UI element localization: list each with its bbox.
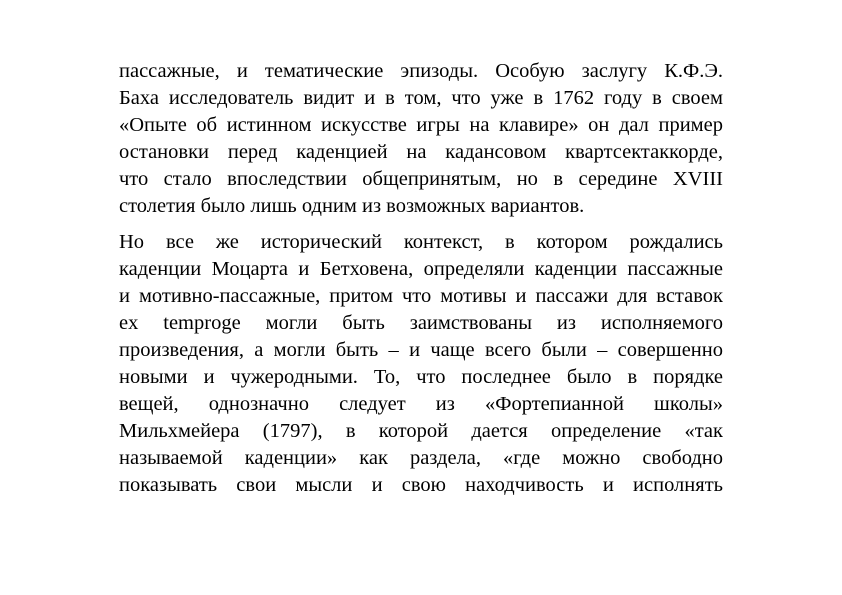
- text-line: столетия было лишь одним из возможных вариантов.: [119, 195, 585, 218]
- text-line: вещей, однозначно следует из «Фортепианной школы»: [119, 393, 723, 416]
- text-line: ex temproge могли быть заимствованы из исполняемого: [119, 311, 723, 334]
- text-line: «Опыте об истинном искусстве игры на клавире» он дал пример: [119, 114, 723, 137]
- text-line: произведения, а могли быть – и чаще всего были – совершенно: [119, 338, 723, 361]
- text-line: показывать свои мысли и свою находчивость и исполнять: [119, 474, 723, 497]
- text-line: остановки перед каденцией на кадансовом квартсектаккорде,: [119, 141, 723, 164]
- text-line: и мотивно-пассажные, притом что мотивы и пассажи для вставок: [119, 284, 723, 307]
- paragraph-1: [119, 58, 723, 221]
- text-line: что стало впоследствии общепринятым, но в середине XVIII: [119, 168, 723, 191]
- text-line: пассажные, и тематические эпизоды. Особую заслугу К.Ф.Э.: [119, 60, 723, 82]
- text-line: Но все же исторический контекст, в котором рождались: [119, 230, 723, 253]
- body-text: [119, 58, 723, 500]
- text-line: новыми и чужеродными. То, что последнее было в порядке: [119, 366, 723, 389]
- text-line: Баха исследователь видит и в том, что уже в 1762 году в своем: [119, 87, 723, 110]
- text-line: Мильхмейера (1797), в которой дается определение «так: [119, 420, 723, 443]
- text-line: называемой каденции» как раздела, «где можно свободно: [119, 447, 723, 470]
- paragraph-2: [119, 229, 723, 500]
- text-line: каденции Моцарта и Бетховена, определяли каденции пассажные: [119, 257, 723, 280]
